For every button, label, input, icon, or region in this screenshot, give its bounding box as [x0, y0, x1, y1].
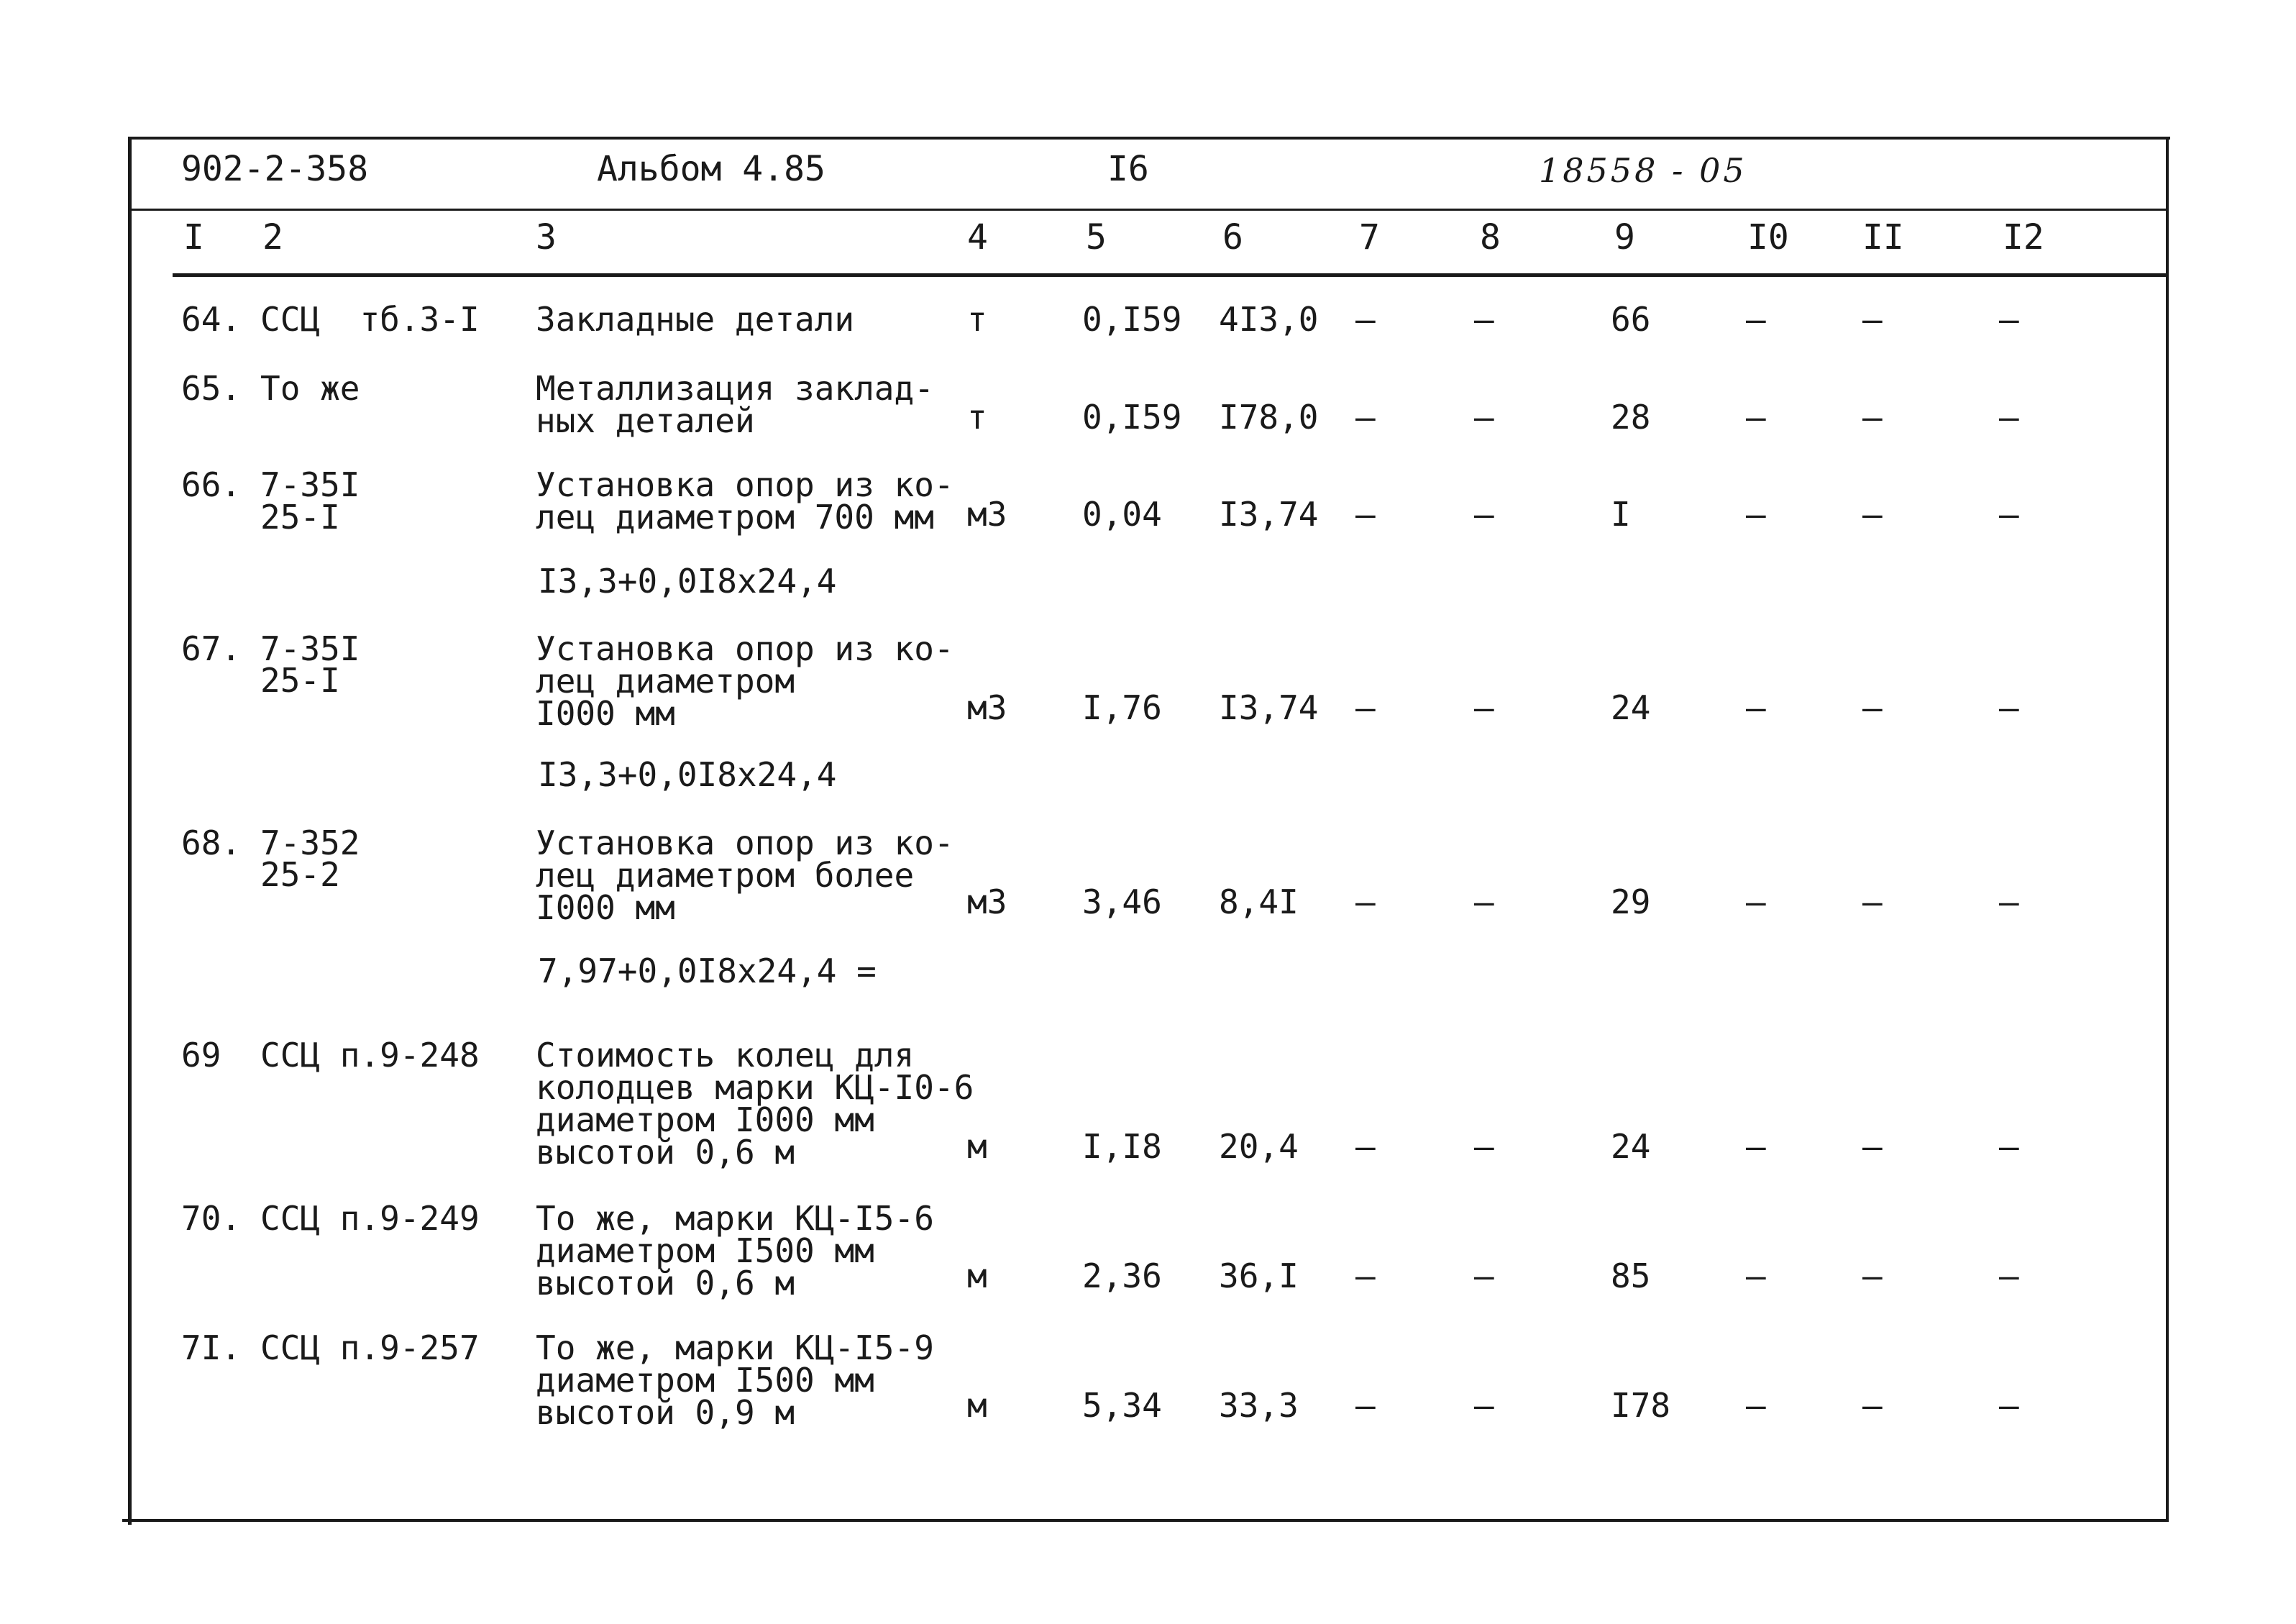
row-description: То же, марки КЦ-I5-6 диаметром I500 мм высотой 0,6 м	[536, 1199, 934, 1303]
row-col8: –	[1474, 1256, 1494, 1295]
row-unit: м3	[967, 495, 1007, 534]
row-price: 8,4I	[1219, 882, 1299, 921]
row-col11: –	[1862, 1127, 1883, 1166]
row-description: Стоимость колец для колодцев марки КЦ-I0-6 диаметром I000 мм высотой 0,6 м	[536, 1036, 974, 1172]
frame-bottom	[122, 1519, 2169, 1522]
row-col11: –	[1862, 1386, 1883, 1425]
row-unit: м	[967, 1127, 987, 1166]
frame-left	[128, 137, 132, 1525]
column-header: 9	[1614, 217, 1635, 257]
row-col8: –	[1474, 882, 1494, 921]
row-col11: –	[1862, 1256, 1883, 1295]
row-col12: –	[1999, 1256, 2019, 1295]
row-col9: 24	[1611, 688, 1651, 727]
row-number: 66.	[181, 465, 242, 504]
row-col10: –	[1746, 688, 1766, 727]
row-col9: 85	[1611, 1256, 1651, 1295]
row-formula: I3,3+0,0I8x24,4	[538, 562, 837, 601]
row-reference-sub: 25-2	[260, 855, 340, 894]
row-col10: –	[1746, 495, 1766, 534]
row-col12: –	[1999, 1386, 2019, 1425]
row-price: 33,3	[1219, 1386, 1299, 1425]
row-col7: –	[1355, 882, 1376, 921]
column-header: 2	[262, 217, 283, 257]
row-col10: –	[1746, 882, 1766, 921]
row-col8: –	[1474, 1127, 1494, 1166]
row-col8: –	[1474, 495, 1494, 534]
row-reference: 7-352	[260, 824, 360, 862]
row-col10: –	[1746, 1256, 1766, 1295]
row-price: I78,0	[1219, 398, 1319, 437]
frame-right	[2166, 137, 2169, 1521]
column-header: 5	[1086, 217, 1107, 257]
column-header: 4	[967, 217, 988, 257]
row-col9: 28	[1611, 398, 1651, 437]
row-unit: м	[967, 1256, 987, 1295]
row-col12: –	[1999, 300, 2019, 339]
row-col7: –	[1355, 1127, 1376, 1166]
page-number: I6	[1107, 149, 1149, 189]
row-unit: м	[967, 1386, 987, 1425]
row-col7: –	[1355, 1256, 1376, 1295]
row-quantity: 0,I59	[1082, 300, 1182, 339]
row-price: I3,74	[1219, 495, 1319, 534]
row-col12: –	[1999, 1127, 2019, 1166]
row-col10: –	[1746, 300, 1766, 339]
row-col7: –	[1355, 495, 1376, 534]
row-unit: м3	[967, 882, 1007, 921]
row-col8: –	[1474, 398, 1494, 437]
row-formula: I3,3+0,0I8x24,4	[538, 755, 837, 794]
row-col9: 66	[1611, 300, 1651, 339]
header-divider	[129, 209, 2167, 211]
column-header: I2	[2003, 217, 2044, 257]
row-col11: –	[1862, 688, 1883, 727]
row-description: Установка опор из ко- лец диаметром более I000 мм	[536, 824, 954, 927]
row-number: 64.	[181, 300, 242, 339]
row-reference: 7-35I	[260, 629, 360, 668]
row-quantity: 2,36	[1082, 1256, 1162, 1295]
row-col7: –	[1355, 1386, 1376, 1425]
row-col9: 29	[1611, 882, 1651, 921]
row-col8: –	[1474, 1386, 1494, 1425]
row-col12: –	[1999, 882, 2019, 921]
row-reference: То же	[260, 369, 360, 408]
row-col9: I	[1611, 495, 1631, 534]
row-number: 7I.	[181, 1328, 242, 1367]
row-reference: 7-35I	[260, 465, 360, 504]
column-header: 7	[1359, 217, 1380, 257]
row-description: То же, марки КЦ-I5-9 диаметром I500 мм высотой 0,9 м	[536, 1328, 934, 1432]
row-col10: –	[1746, 1386, 1766, 1425]
column-header: 6	[1222, 217, 1243, 257]
row-reference: ССЦ п.9-248	[260, 1036, 480, 1075]
row-col9: 24	[1611, 1127, 1651, 1166]
row-formula: 7,97+0,0I8x24,4 =	[538, 952, 877, 990]
column-header: II	[1862, 217, 1904, 257]
row-price: I3,74	[1219, 688, 1319, 727]
row-quantity: 0,04	[1082, 495, 1162, 534]
row-col11: –	[1862, 398, 1883, 437]
row-col8: –	[1474, 688, 1494, 727]
row-reference: ССЦ п.9-249	[260, 1199, 480, 1238]
row-number: 69	[181, 1036, 221, 1075]
column-header: I0	[1747, 217, 1789, 257]
row-reference-sub: 25-I	[260, 661, 340, 700]
row-quantity: 3,46	[1082, 882, 1162, 921]
row-col7: –	[1355, 300, 1376, 339]
row-number: 68.	[181, 824, 242, 862]
row-description: Установка опор из ко- лец диаметром I000 мм	[536, 629, 954, 733]
row-col7: –	[1355, 688, 1376, 727]
row-quantity: 0,I59	[1082, 398, 1182, 437]
column-header-divider	[173, 273, 2167, 277]
row-description: Закладные детали	[536, 300, 855, 339]
row-col11: –	[1862, 882, 1883, 921]
handwritten-doc-number: 18558 - 05	[1539, 151, 1747, 190]
row-col12: –	[1999, 398, 2019, 437]
column-header: I	[183, 217, 204, 257]
row-description: Установка опор из ко- лец диаметром 700 мм	[536, 465, 954, 537]
row-reference: ССЦ тб.3-I	[260, 300, 480, 339]
row-col10: –	[1746, 398, 1766, 437]
row-col11: –	[1862, 495, 1883, 534]
row-unit: т	[967, 300, 987, 339]
frame-top	[128, 137, 2170, 140]
row-col8: –	[1474, 300, 1494, 339]
row-col9: I78	[1611, 1386, 1671, 1425]
column-header: 3	[536, 217, 557, 257]
row-col10: –	[1746, 1127, 1766, 1166]
row-unit: т	[967, 398, 987, 437]
row-col11: –	[1862, 300, 1883, 339]
row-reference: ССЦ п.9-257	[260, 1328, 480, 1367]
row-price: 4I3,0	[1219, 300, 1319, 339]
row-price: 36,I	[1219, 1256, 1299, 1295]
row-quantity: 5,34	[1082, 1386, 1162, 1425]
row-price: 20,4	[1219, 1127, 1299, 1166]
row-number: 65.	[181, 369, 242, 408]
row-description: Металлизация заклад- ных деталей	[536, 369, 934, 440]
row-quantity: I,I8	[1082, 1127, 1162, 1166]
row-col12: –	[1999, 688, 2019, 727]
document-code: 902-2-358	[181, 149, 369, 189]
row-col12: –	[1999, 495, 2019, 534]
row-col7: –	[1355, 398, 1376, 437]
row-unit: м3	[967, 688, 1007, 727]
row-number: 67.	[181, 629, 242, 668]
row-reference-sub: 25-I	[260, 498, 340, 537]
row-number: 70.	[181, 1199, 242, 1238]
album-title: Альбом 4.85	[597, 149, 825, 189]
column-header: 8	[1480, 217, 1501, 257]
row-quantity: I,76	[1082, 688, 1162, 727]
